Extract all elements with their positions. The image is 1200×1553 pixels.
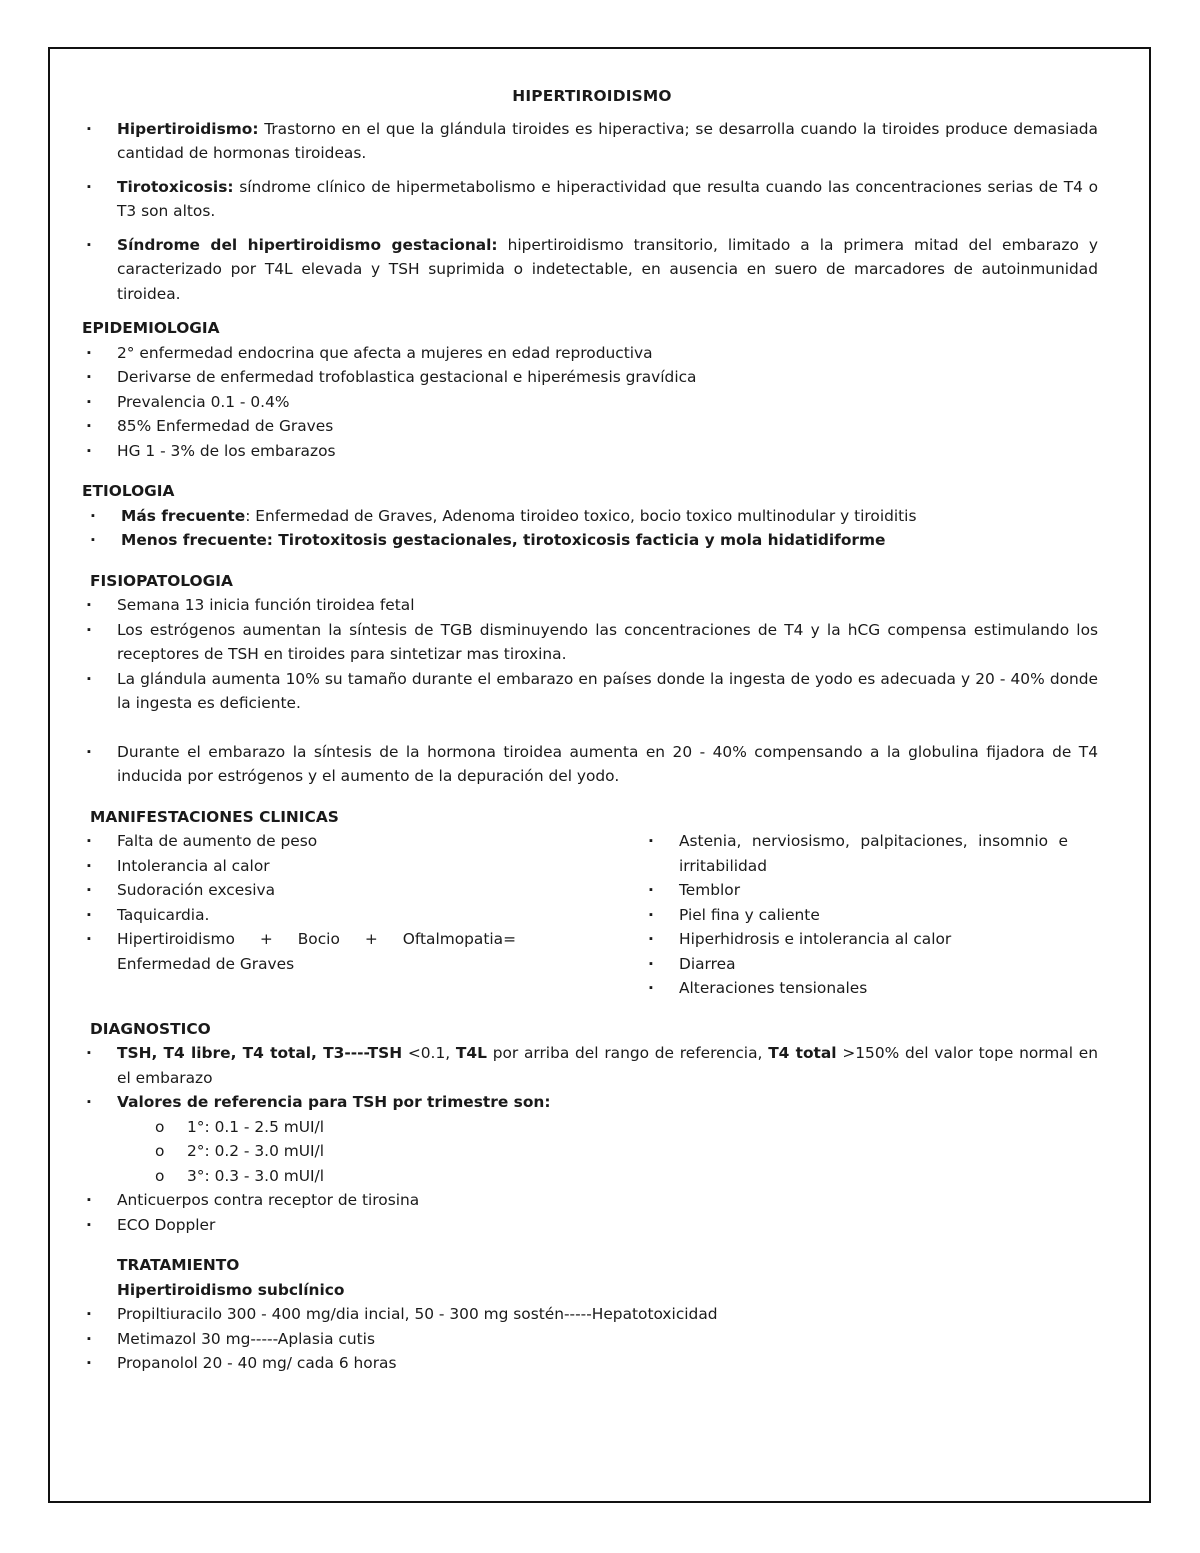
list-item: · Astenia, nerviosismo, palpitaciones, insomnio e irritabilidad [648, 829, 1068, 878]
list-item: · Diarrea [648, 952, 1068, 977]
list-item: o 2°: 0.2 - 3.0 mUI/l [155, 1139, 1098, 1164]
section-heading-diagnostico: DIAGNOSTICO [90, 1019, 211, 1038]
list-item: · Piel fina y caliente [648, 903, 1068, 928]
fisiopatologia-list [86, 593, 1098, 789]
list-item: · Metimazol 30 mg-----Aplasia cutis [86, 1327, 1098, 1352]
tratamiento-subheading: Hipertiroidismo subclínico [117, 1280, 345, 1299]
section-heading-etiologia: ETIOLOGIA [82, 482, 175, 500]
list-item: · ECO Doppler [86, 1213, 1098, 1238]
list-item: o 3°: 0.3 - 3.0 mUI/l [155, 1164, 1098, 1189]
list-item: · Semana 13 inicia función tiroidea fetal [86, 593, 1098, 618]
list-item: · Derivarse de enfermedad trofoblastica gestacional e hiperémesis gravídica [86, 365, 1098, 390]
list-item: · Anticuerpos contra receptor de tirosina [86, 1188, 1098, 1213]
list-item: · Hiperhidrosis e intolerancia al calor [648, 927, 1068, 952]
list-item: · TSH, T4 libre, T4 total, T3----TSH <0.1, T4L por arriba del rango de referencia, T4 total >150% del valor tope normal en el embarazo [86, 1041, 1098, 1090]
list-item: · Propanolol 20 - 40 mg/ cada 6 horas [86, 1351, 1098, 1376]
list-item: · Prevalencia 0.1 - 0.4% [86, 390, 1098, 415]
list-item: · Hipertiroidismo + Bocio + Oftalmopatia= Enfermedad de Graves [86, 927, 516, 976]
definition-item: · Tirotoxicosis: síndrome clínico de hipermetabolismo e hiperactividad que resulta cuando las concentraciones serias de T4 o T3 son altos. [86, 175, 1098, 224]
list-item: · Propiltiuracilo 300 - 400 mg/dia incial, 50 - 300 mg sostén-----Hepatotoxicidad [86, 1302, 1098, 1327]
list-item: · Alteraciones tensionales [648, 976, 1068, 1001]
list-item: · Valores de referencia para TSH por trimestre son: [86, 1090, 1098, 1115]
list-item: · Los estrógenos aumentan la síntesis de TGB disminuyendo las concentraciones de T4 y la hCG compensa estimulando los receptores de TSH en tiroides para sintetizar mas tiroxina. [86, 618, 1098, 667]
manifestaciones-columns [86, 829, 1098, 1001]
document-title: HIPERTIROIDISMO [512, 87, 672, 105]
etiologia-list [86, 504, 1098, 553]
list-item: · La glándula aumenta 10% su tamaño durante el embarazo en países donde la ingesta de yodo es adecuada y 20 - 40% donde la ingesta es deficiente. [86, 667, 1098, 716]
list-item: · 2° enfermedad endocrina que afecta a mujeres en edad reproductiva [86, 341, 1098, 366]
diagnostico-list [86, 1041, 1098, 1115]
list-item: · Menos frecuente: Tirotoxitosis gestacionales, tirotoxicosis facticia y mola hidatidiforme [90, 528, 1098, 553]
definition-item: · Síndrome del hipertiroidismo gestacional: hipertiroidismo transitorio, limitado a la primera mitad del embarazo y caracterizado por T4L elevada y TSH suprimida o indetectable, en ausencia en suero de marcadores de autoinmunidad tiroidea. [86, 233, 1098, 307]
list-item: · 85% Enfermedad de Graves [86, 414, 1098, 439]
list-item: · Temblor [648, 878, 1068, 903]
document-body [82, 84, 1099, 1376]
list-item: · HG 1 - 3% de los embarazos [86, 439, 1098, 464]
tratamiento-list [86, 1302, 1098, 1376]
definitions-list [86, 117, 1098, 307]
diagnostico-extra-list [86, 1188, 1098, 1237]
list-item: · Taquicardia. [86, 903, 516, 928]
list-item: o 1°: 0.1 - 2.5 mUI/l [155, 1115, 1098, 1140]
section-heading-tratamiento: TRATAMIENTO [117, 1256, 240, 1274]
list-item: · Falta de aumento de peso [86, 829, 516, 854]
list-item: · Más frecuente: Enfermedad de Graves, Adenoma tiroideo toxico, bocio toxico multinodular y tiroiditis [90, 504, 1098, 529]
epidemiologia-list [86, 341, 1098, 464]
section-heading-fisiopatologia: FISIOPATOLOGIA [90, 571, 233, 590]
list-item: · Durante el embarazo la síntesis de la hormona tiroidea aumenta en 20 - 40% compensando a la globulina fijadora de T4 inducida por estrógenos y el aumento de la depuración del yodo. [86, 740, 1098, 789]
definition-item: · Hipertiroidismo: Trastorno en el que la glándula tiroides es hiperactiva; se desarrolla cuando la tiroides produce demasiada cantidad de hormonas tiroideas. [86, 117, 1098, 166]
section-heading-epidemiologia: EPIDEMIOLOGIA [82, 319, 220, 337]
list-item: · Intolerancia al calor [86, 854, 516, 879]
list-item: · Sudoración excesiva [86, 878, 516, 903]
section-heading-manifestaciones: MANIFESTACIONES CLINICAS [90, 807, 339, 826]
trimestres-list [86, 1115, 1098, 1189]
manifestaciones-right-list [648, 829, 1068, 1001]
manifestaciones-left-list [86, 829, 516, 1001]
